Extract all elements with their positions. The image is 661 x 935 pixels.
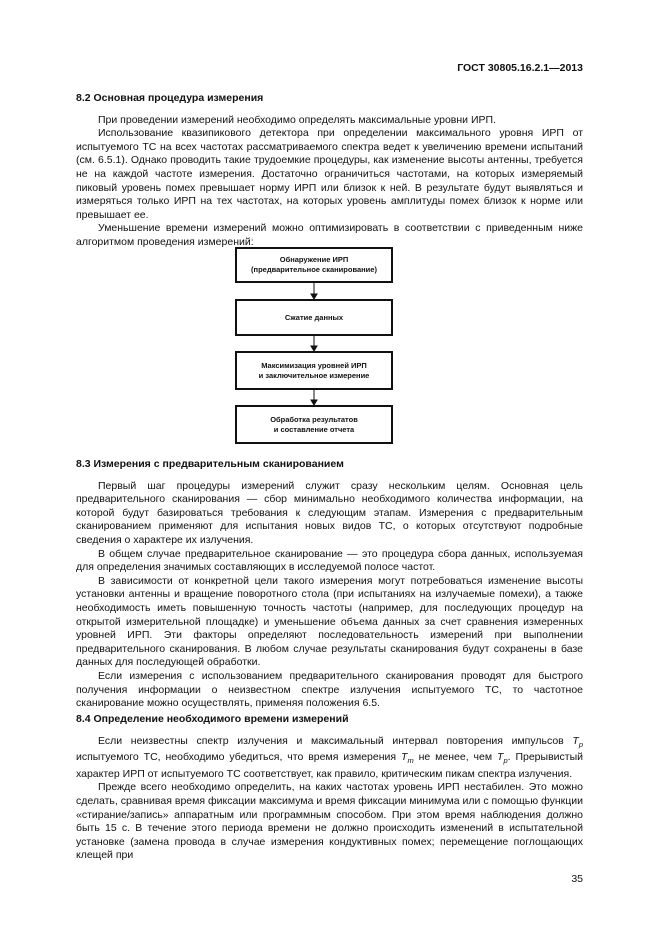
flowchart-step-detection [235, 247, 393, 283]
paragraph: Если измерения с использованием предварительного сканирования проводят для быстрого получения информации о неизвестном спектре излучения испытуемого ТС, то частотное сканирование можно осуществлять, применяя положения 6.5. [76, 669, 583, 710]
paragraph: Первый шаг процедуры измерений служит сразу нескольким целям. Основная цель предварительного сканирования — сбор минимально необходимого количества информации, на которой будут базироваться требования к следующим этапам. Измерения с предварительным сканированием применяют для испытания новых видов ТС, о которых отсутствуют подробные сведения о характере их излучения. [76, 479, 583, 546]
step-line: и составление отчета [273, 424, 355, 434]
paragraph: При проведении измерений необходимо определять максимальные уровни ИРП. [98, 113, 496, 126]
page-number: 35 [571, 873, 583, 885]
flowchart-step-compression [235, 299, 393, 336]
paragraph: В зависимости от конкретной цели такого измерения могут потребоваться изменение высоты установки антенны и вращение поворотного стола (при испытаниях на излучаемые помехи), а также необходимость иметь повышенную точность частоты (например, для последующих процедур на открытой измерительной площадке) и уменьшение объема данных за счет сравнения измеренных уровней ИРП. Эти факторы определяют последовательность измерений при выполнении предварительного сканирования. В любом случае результаты сканирования будут сохранены в базе данных для последующей обработки. [76, 574, 583, 669]
subscript: p [503, 756, 508, 766]
symbol-t: T [401, 751, 408, 764]
symbol-t: T [497, 751, 504, 764]
flowchart-step-maximization [235, 351, 393, 390]
paragraph: Использование квазипикового детектора при определении максимального уровня ИРП от испытуемого ТС на всех частотах рассматриваемого спектра ведет к увеличению времени испытаний (см. 6.5.1). Однако проводить такие трудоемкие процедуры, как изменение высоты антенны, требуется не на каждой частоте измерения. Достаточно ограничиться частотами, на которых измеряемый пиковый уровень помех превышает норму ИРП или близок к ней. В результате будут выявляться и измеряться только ИРП на тех частотах, на которых уровень амплитуды помех близок к норме или превышает ее. [76, 127, 583, 221]
paragraph: Прежде всего необходимо определить, на каких частотах уровень ИРП нестабилен. Это можно сделать, сравнивая время фиксации максимума и время фиксации минимума или с помощью функции «стирание/запись» аппаратным или программным способом. При этом время наблюдения должно быть 15 с. В течение этого периода времени не должно происходить изменений в испытательной установке (замена провода в случае измерения кондуктивных помех; перемещение поглощающих клещей при [76, 781, 583, 862]
step-line: (предварительное сканирование) [251, 265, 377, 274]
section-title: 8.4 Определение необходимого времени измерений [76, 713, 349, 725]
paragraph: Уменьшение времени измерений можно оптимизировать в соответствии с приведенным ниже алгоритмом проведения измерений: [76, 222, 583, 248]
subscript: m [407, 756, 414, 766]
paragraph: Если неизвестны спектр излучения и максимальный интервал повторения импульсов $T_p$ испытуемого ТС, необходимо убедиться, что время измерения $T_m$ не менее, чем $T_p$. Прерывистый характер ИРП от испытуемого ТС соответствует, как правило, критическим пикам спектра излучения. [76, 734, 583, 780]
step-line: Обнаружение ИРП [279, 255, 349, 264]
step-line: и заключительное измерение [258, 370, 370, 380]
section-8-3 [76, 458, 583, 711]
section-title: 8.3 Измерения с предварительным сканированием [76, 458, 344, 470]
flowchart-step-processing [235, 405, 393, 444]
step-line: Обработка результатов [270, 414, 358, 424]
document-code: ГОСТ 30805.16.2.1—2013 [457, 62, 583, 74]
step-line: Сжатие данных [284, 312, 344, 322]
symbol-t: T [572, 734, 579, 747]
paragraph: В общем случае предварительное сканирование — это процедура сбора данных, используемая для определения значимых составляющих в исследуемой полосе частот. [76, 547, 583, 574]
section-8-4 [76, 713, 583, 863]
subscript: p [578, 739, 583, 749]
step-line: Максимизация уровней ИРП [261, 360, 367, 370]
section-title: 8.2 Основная процедура измерения [76, 92, 264, 104]
